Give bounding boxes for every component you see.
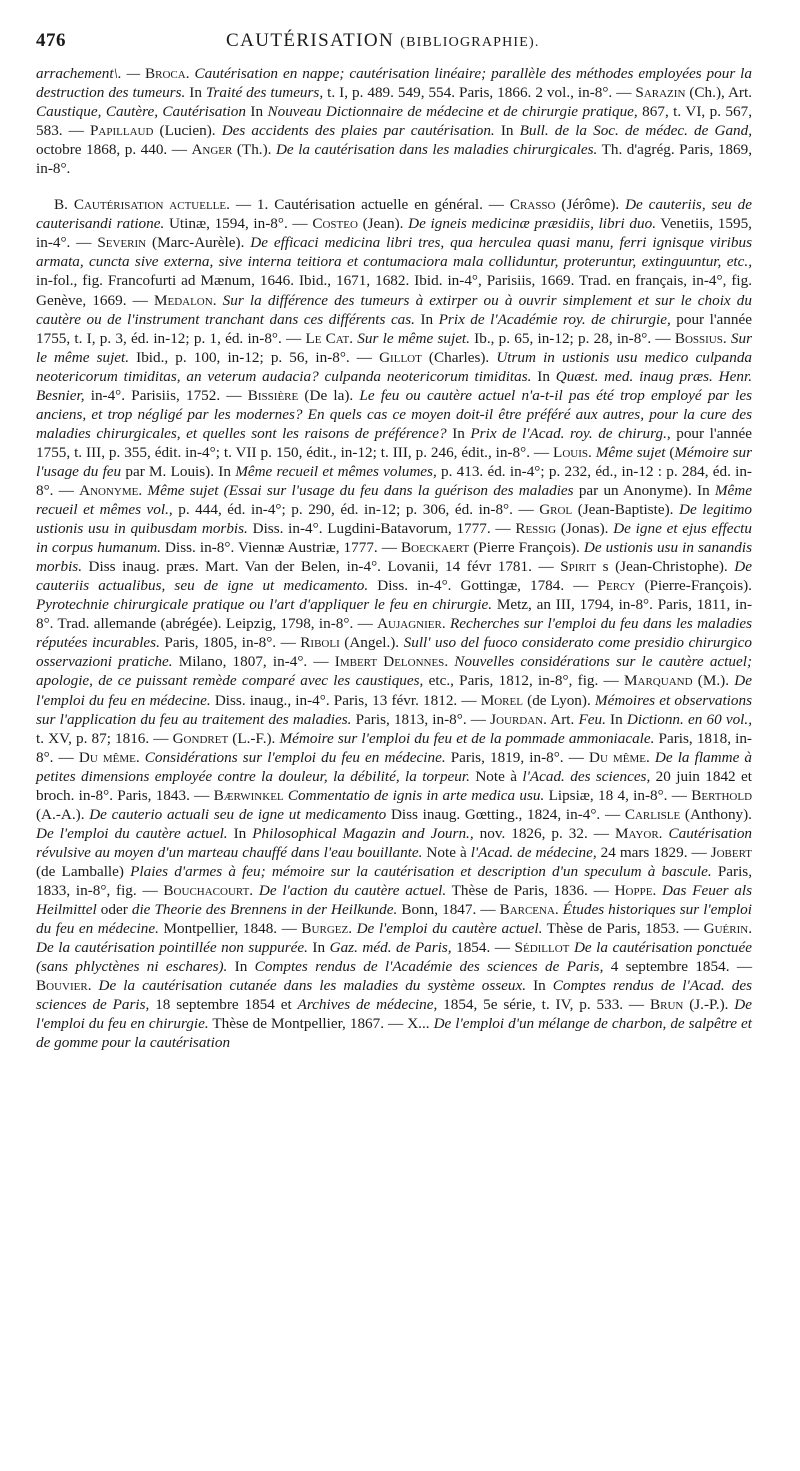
work-title: Même recueil et mêmes vol., xyxy=(36,481,753,519)
author-name: Morel xyxy=(480,691,523,709)
citation-text: (De la). xyxy=(298,386,360,404)
citation-text: in-4°. Parisiis, 1752. — xyxy=(84,386,248,404)
citation-text: par un Anonyme). In xyxy=(573,481,715,499)
author-name: Anger xyxy=(191,141,233,159)
author-name: Sarazin xyxy=(635,84,686,102)
work-title: De cauteriis, seu de cauterisandi ratione. xyxy=(36,196,753,233)
author-name: Du même xyxy=(588,748,646,766)
citation-text: Th. d'agrég. Paris, 1869, in-8°. xyxy=(36,141,752,178)
citation-text: (Th.). xyxy=(232,141,276,159)
citation-text: . xyxy=(135,748,145,766)
work-title: Cautérisation révulsive au moyen d'un marteau chauffé dans l'eau bouillante. xyxy=(36,824,753,861)
citation-text: (Angel.). xyxy=(339,634,404,652)
citation-text: Paris, 1819, in-8°. — xyxy=(445,748,589,766)
work-title: De l'emploi du cautère actuel. xyxy=(36,824,228,842)
citation-text: (Ch.), Art. xyxy=(685,84,752,102)
citation-text: 20 juin 1842 et broch. in-8°. Paris, 1843. — xyxy=(36,767,753,804)
work-title: De igne et ejus effectu in corpus humanum. xyxy=(36,520,752,557)
citation-text: (Jean). xyxy=(357,215,409,233)
author-name: Guérin xyxy=(703,920,749,938)
citation-text: Note à xyxy=(469,767,523,785)
work-title: Considérations sur l'emploi du feu en médecine. xyxy=(144,748,446,766)
citation-text: p. 413. éd. in-4°; p. 232, éd., in-12 : p. 284, éd. in-8°. — xyxy=(36,462,752,499)
work-title: Même sujet (Essai sur l'usage du feu dans la guérison des maladies xyxy=(147,481,574,499)
citation-text: . xyxy=(138,481,148,499)
author-name: Gillot xyxy=(379,348,422,366)
author-name: Bossius xyxy=(674,329,723,347)
citation-text: Note à xyxy=(422,843,471,861)
citation-text: Lipsiæ, 18 4, in-8°. — xyxy=(544,786,692,804)
citation-text: Paris, 1805, in-8°. — xyxy=(159,634,301,652)
work-title: De cauteriis actualibus, seu de igne ut medicamento. xyxy=(36,558,752,595)
work-title: Même recueil et mêmes volumes, xyxy=(235,462,437,480)
work-title: Recherches sur l'emploi du feu dans les maladies réputées incurables. xyxy=(36,615,752,652)
citation-text: 24 mars 1829. — xyxy=(596,843,711,861)
citation-text: Paris, 1818, in-8°. — xyxy=(36,729,752,766)
citation-text: In xyxy=(446,424,471,442)
running-head-subtitle: (BIBLIOGRAPHIE). xyxy=(400,35,540,50)
work-title: Nouveau Dictionnaire de médecine et de chirurgie pratique, xyxy=(267,103,638,121)
citation-text: (L.-F.). xyxy=(228,729,280,747)
work-title: De legitimo ustionis usu in quibusdam morbis. xyxy=(36,501,753,538)
citation-text: (de Lyon). xyxy=(522,691,595,709)
citation-text: Diss. in-4°. Lugdini-Batavorum, 1777. — xyxy=(247,520,516,538)
citation-text: . xyxy=(212,291,223,309)
citation-text: (Jonas). xyxy=(556,520,614,538)
citation-text: In xyxy=(531,367,556,385)
citation-text: Ibid., p. 100, in-12; p. 56, in-8°. — xyxy=(129,348,380,366)
citation-text: In xyxy=(526,977,553,995)
citation-text: Thèse de Paris, 1836. — xyxy=(446,881,615,899)
author-name: Gondret xyxy=(172,729,229,747)
work-title: Des accidents des plaies par cautérisation. xyxy=(221,122,495,140)
work-title: Gaz. méd. de Paris, xyxy=(329,939,452,957)
author-name: Bouvier xyxy=(36,977,88,995)
citation-text: . Art. xyxy=(543,710,579,728)
citation-text: Diss. in-8°. Viennæ Austriæ, 1777. — xyxy=(160,539,402,557)
author-name: Aujagnier xyxy=(377,615,442,633)
work-title: Mémoire sur l'usage du feu xyxy=(36,443,752,480)
author-name: Barcena xyxy=(499,901,555,919)
work-title: Caustique, Cautère, Cautérisation xyxy=(36,103,246,121)
citation-text: 1854. — xyxy=(451,939,515,957)
citation-text: . xyxy=(652,881,662,899)
citation-text: . xyxy=(554,901,563,919)
work-title: Sur le même sujet. xyxy=(357,329,470,347)
work-title: Comptes rendus de l'Acad. des sciences de Paris, xyxy=(36,977,752,1014)
author-name: Louis xyxy=(553,443,588,461)
author-name: Boeckaert xyxy=(401,539,470,557)
citation-text: oder xyxy=(96,901,132,919)
citation-text: . xyxy=(349,329,358,347)
author-name: Carlisle xyxy=(624,805,681,823)
work-title: Das Feuer als Heilmittel xyxy=(36,881,752,919)
work-title: l'Acad. des sciences, xyxy=(522,767,651,785)
citation-text: In xyxy=(414,310,439,328)
citation-text: . xyxy=(249,881,259,899)
work-title: Mémoire sur l'emploi du feu et de la pommade ammoniacale. xyxy=(279,729,655,747)
work-title: Même sujet xyxy=(595,443,666,461)
citation-text: (Charles). xyxy=(421,348,497,366)
work-title: De l'emploi du feu en médecine. xyxy=(36,672,752,709)
work-title: Sull' uso del fuoco considerato come presidio chirurgico osservazioni pratiche. xyxy=(36,634,752,671)
citation-text: . xyxy=(588,443,596,461)
bibliography-text xyxy=(36,64,752,1052)
citation-text: (Anthony). xyxy=(680,805,752,823)
citation-text: In xyxy=(605,710,627,728)
work-title: Quæst. med. inaug præs. Henr. Besnier, xyxy=(36,367,752,404)
author-name: Bærwinkel xyxy=(213,786,284,804)
work-title: De la cautérisation cutanée dans les maladies du système osseux. xyxy=(98,977,527,995)
work-title: Archives de médecine, xyxy=(297,996,438,1014)
citation-text: . — 1. Cautérisation actuelle en général. — xyxy=(226,196,510,214)
citation-text: . xyxy=(444,653,455,671)
work-title: Commentatio de ignis in arte medica usu. xyxy=(287,786,545,804)
citation-text: 867, t. VI, p. 567, 583. — xyxy=(36,103,752,140)
author-name: Cautérisation actuelle xyxy=(73,196,227,214)
citation-text: Diss. inaug., in-4°. Paris, 13 févr. 1812. — xyxy=(210,691,481,709)
work-title: De cauterio actuali seu de igne ut medicamento xyxy=(89,805,387,823)
author-name: Mayor xyxy=(615,824,659,842)
work-title: Mémoires et observations sur l'application du feu au traitement des maladies. xyxy=(36,691,752,728)
work-title: De efficaci medicina libri tres, qua herculea quasi manu, ferri ignisque viribus armata, cuncta sive externa, sive interna teitiora et contumaciora mala colliduntur, proteruntur, extinguuntur, etc., xyxy=(36,234,752,271)
work-title: Cautérisation en nappe; cautérisation linéaire; parallèle des méthodes employées pour la destruction des tumeurs. xyxy=(36,65,753,102)
page-number: 476 xyxy=(36,30,66,51)
citation-text: . xyxy=(441,615,450,633)
citation-text: Diss inaug. Gœtting., 1824, in-4°. — xyxy=(386,805,625,823)
citation-text: nov. 1826, p. 32. — xyxy=(473,824,615,842)
work-title: Pyrotechnie chirurgicale pratique ou l'art d'appliquer le feu en chirurgie. xyxy=(36,596,493,614)
work-title: De igneis medicinæ præsidiis, libri duo. xyxy=(408,215,656,233)
citation-text: (A.-A.). xyxy=(36,805,90,823)
citation-text: Metz, an III, 1794, in-8°. Paris, 1811, in-8°. Trad. allemande (abrégée). Leipzig, 1798, in-8°. — xyxy=(36,596,753,633)
citation-text: (de Lamballe) xyxy=(36,862,131,880)
author-name: Imbert Delonnes xyxy=(334,653,445,671)
author-name: Riboli xyxy=(300,634,340,652)
work-title: Feu. xyxy=(578,710,606,728)
citation-text: (Pierre-François). xyxy=(635,577,752,595)
citation-text: (Marc-Aurèle). xyxy=(146,234,251,252)
author-name: Severin xyxy=(97,234,147,252)
citation-text: . xyxy=(748,920,752,938)
citation-text: 4 septembre 1854. — xyxy=(603,958,753,976)
work-title: De ustionis usu in sanandis morbis. xyxy=(36,539,752,576)
citation-text: Venetiis, 1595, in-4°. — xyxy=(36,215,752,252)
citation-text: (Jean-Baptiste). xyxy=(572,501,679,519)
work-title: De la flamme à petites dimensions employée contre la douleur, la débilité, la torpeur. xyxy=(36,748,753,785)
work-title: Dictionn. en 60 vol., xyxy=(626,710,752,728)
author-name: Jobert xyxy=(710,843,753,861)
author-name: Papillaud xyxy=(89,122,154,140)
citation-text: Ib., p. 65, in-12; p. 28, in-8°. — xyxy=(469,329,675,347)
citation-text: Diss inaug. præs. Mart. Van der Belen, in-4°. Lovanii, 14 févr 1781. — xyxy=(82,558,561,576)
citation-text: . xyxy=(348,920,357,938)
author-name: Sédillot xyxy=(514,939,570,957)
work-title: Sur le même sujet. xyxy=(36,329,753,366)
citation-text: ( xyxy=(665,443,675,461)
author-name: Percy xyxy=(597,577,636,595)
work-title: Prix de l'Académie roy. de chirurgie, xyxy=(438,310,671,328)
citation-text: In xyxy=(494,122,520,140)
citation-text: 1854, 5e série, t. IV, p. 533. — xyxy=(437,996,650,1014)
citation-text: . xyxy=(722,329,731,347)
author-name: Hoppe xyxy=(614,881,653,899)
work-title: Nouvelles considérations sur le cautère actuel; apologie, de ce puissant remède comparé avec les caustiques, xyxy=(36,653,753,690)
citation-text: etc., Paris, 1812, in-8°, fig. — xyxy=(423,672,625,690)
author-name: Grol xyxy=(539,501,573,519)
author-name: Crasso xyxy=(509,196,556,214)
work-title: Le feu ou cautère actuel n'a-t-il pas été trop employé par les anciens, et trop négligé par les modernes? En quels cas ce moyen doit-il être préféré aux autres, pour la cure des maladies chirurgicales, et quelles sont les raisons de préférence? xyxy=(36,386,752,442)
work-title: Prix de l'Acad. roy. de chirurg., xyxy=(470,424,671,442)
citation-text: par M. Louis). In xyxy=(121,462,236,480)
author-name: Du même xyxy=(78,748,136,766)
citation-text: In xyxy=(227,958,255,976)
work-title: De l'emploi du cautère actuel. xyxy=(356,920,543,938)
author-name: Spirit xyxy=(560,558,597,576)
citation-text: . xyxy=(646,748,655,766)
citation-text: pour l'année 1755, t. I, p. 3, éd. in-12; p. 1, éd. in-8°. — xyxy=(36,310,752,347)
work-title: De l'emploi d'un mélange de charbon, de salpêtre et de gomme pour la cautérisation xyxy=(36,1015,753,1052)
work-title: l'Acad. de médecine, xyxy=(470,843,597,861)
citation-text: B. xyxy=(54,196,74,214)
citation-text: t. I, p. 489. 549, 554. Paris, 1866. 2 vol., in-8°. — xyxy=(323,84,636,102)
citation-text: In xyxy=(227,824,253,842)
citation-text: Thèse de Montpellier, 1867. — X... xyxy=(208,1015,434,1033)
citation-text: octobre 1868, p. 440. — xyxy=(36,141,192,159)
work-title: Études historiques sur l'emploi du feu en médecine. xyxy=(36,901,752,938)
bibliography-paragraph xyxy=(36,195,752,1052)
citation-text: (Jérôme). xyxy=(555,196,626,214)
citation-text: Paris, 1833, in-8°, fig. — xyxy=(36,862,753,899)
author-name: Burgez xyxy=(301,920,349,938)
work-title: Utrum in ustionis usu medico culpanda neotericorum timiditas, an veterum audacia? culpanda neotericorum timiditas. xyxy=(36,348,753,385)
author-name: Bissière xyxy=(247,386,299,404)
citation-text: . xyxy=(87,977,99,995)
running-header xyxy=(36,30,752,64)
citation-text: (Pierre François). xyxy=(469,539,584,557)
work-title: Plaies d'armes à feu; mémoire sur la cautérisation et description d'un speculum à bascule. xyxy=(130,862,712,880)
work-title: De la cautérisation pointillée non suppurée. xyxy=(36,939,308,957)
author-name: Marquand xyxy=(624,672,693,690)
citation-text: 18 septembre 1854 et xyxy=(149,996,298,1014)
citation-text: Montpellier, 1848. — xyxy=(158,920,302,938)
work-title: Bull. de la Soc. de médec. de Gand, xyxy=(519,122,753,140)
citation-text: (Lucien). xyxy=(153,122,222,140)
citation-text: p. 444, éd. in-4°; p. 290, éd. in-12; p. 306, éd. in-8°. — xyxy=(172,501,540,519)
citation-text: Diss. in-4°. Gottingæ, 1784. — xyxy=(368,577,598,595)
citation-text: . xyxy=(185,65,195,82)
citation-text: (M.). xyxy=(692,672,735,690)
citation-text: In xyxy=(185,84,206,102)
work-title: Traité des tumeurs, xyxy=(205,84,324,102)
author-name: Ressig xyxy=(515,520,557,538)
citation-text: s (Jean-Christophe). xyxy=(596,558,735,576)
citation-text: (J.-P.). xyxy=(683,996,735,1014)
citation-text: Thèse de Paris, 1853. — xyxy=(542,920,704,938)
work-title: De l'emploi du feu en chirurgie. xyxy=(36,996,753,1033)
work-title: Sur la différence des tumeurs à extirper ou à ouvrir simplement et sur le choix du cautère ou de l'instrument tranchant dans ces différents cas. xyxy=(36,291,752,328)
citation-text: Utinæ, 1594, in-8°. — xyxy=(164,215,313,233)
work-title: die Theorie des Brennens in der Heilkunde. xyxy=(131,901,398,919)
author-name: Jourdan xyxy=(490,710,544,728)
citation-text: In xyxy=(307,939,330,957)
author-name: Costeo xyxy=(312,215,358,233)
citation-text: t. XV, p. 87; 1816. — xyxy=(36,729,173,747)
author-name: Medalon xyxy=(153,291,213,309)
author-name: Brun xyxy=(649,996,684,1014)
running-head-title: CAUTÉRISATION xyxy=(226,30,395,51)
citation-text: . xyxy=(658,824,669,842)
work-title: De la cautérisation dans les maladies chirurgicales. xyxy=(275,141,598,159)
citation-text: pour l'année 1755, t. III, p. 355, édit. in-4°; t. VII p. 150, édit., in-12; t. III, p. 246, édit., in-8°. — xyxy=(36,424,752,461)
author-name: Bouchacourt xyxy=(163,881,250,899)
author-name: Le Cat xyxy=(305,329,350,347)
author-name: Berthold xyxy=(691,786,753,804)
work-title: arrachement\. — xyxy=(36,65,146,82)
citation-text: Paris, 1813, in-8°. — xyxy=(351,710,491,728)
citation-text: Bonn, 1847. — xyxy=(397,901,500,919)
work-title: De l'action du cautère actuel. xyxy=(258,881,447,899)
citation-text: in-fol., fig. Francofurti ad Mænum, 1646. Ibid., 1671, 1682. Ibid. in-4°, Parisiis, 1669. Trad. en français, in-4°, fig. Genève, 1669. — xyxy=(36,272,752,309)
work-title: De la cautérisation ponctuée (sans phlyctènes ni eschares). xyxy=(36,939,752,976)
citation-text: In xyxy=(245,103,268,121)
running-head xyxy=(226,30,540,52)
author-name: Broca xyxy=(145,65,186,82)
work-title: Philosophical Magazin and Journ., xyxy=(252,824,474,842)
author-name: Anonyme xyxy=(79,481,139,499)
citation-text: Milano, 1807, in-4°. — xyxy=(172,653,335,671)
work-title: Comptes rendus de l'Académie des sciences de Paris, xyxy=(254,958,604,976)
bibliography-paragraph xyxy=(36,64,752,178)
